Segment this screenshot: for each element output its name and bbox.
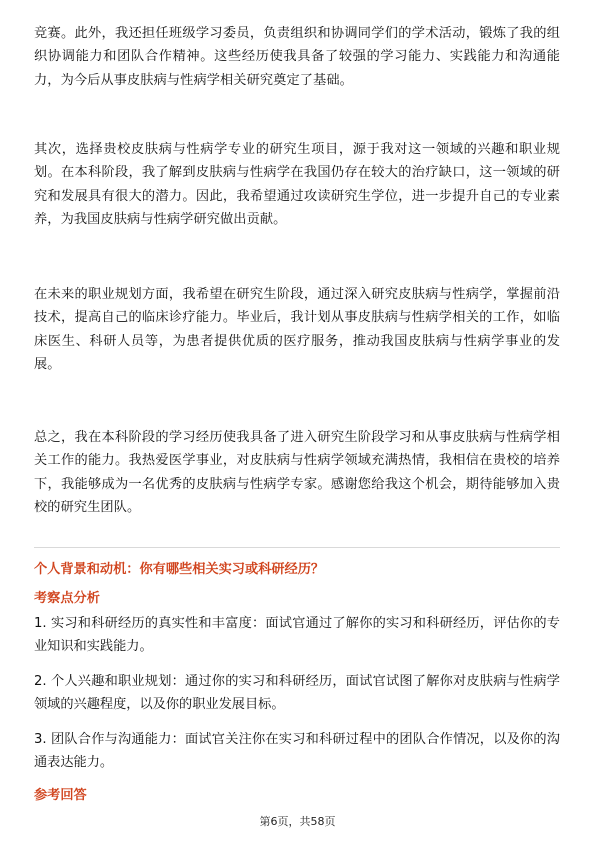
section-divider — [34, 547, 560, 548]
analysis-item-3: 3. 团队合作与沟通能力：面试官关注你在实习和科研过程中的团队合作情况，以及你的沟通表达能力。 — [34, 732, 560, 770]
answer-heading: 参考回答 — [34, 788, 87, 803]
analysis-item-1: 1. 实习和科研经历的真实性和丰富度：面试官通过了解你的实习和科研经历，评估你的专业知识和实践能力。 — [34, 616, 560, 654]
body-paragraph-1: 竞赛。此外，我还担任班级学习委员，负责组织和协调同学们的学术活动，锻炼了我的组织协调能力和团队合作精神。这些经历使我具备了较强的学习能力、实践能力和沟通能力，为今后从事皮肤病与性病学相关研究奠定了基础。 — [34, 26, 560, 88]
analysis-heading: 考察点分析 — [34, 591, 100, 606]
body-paragraph-2: 其次，选择贵校皮肤病与性病学专业的研究生项目，源于我对这一领域的兴趣和职业规划。在本科阶段，我了解到皮肤病与性病学在我国仍存在较大的治疗缺口，这一领域的研究和发展具有很大的潜力。因此，我希望通过攻读研究生学位，进一步提升自己的专业素养，为我国皮肤病与性病学研究做出贡献。 — [34, 142, 560, 228]
page-number-footer: 第6页，共58页 — [259, 815, 336, 828]
question-heading: 个人背景和动机：你有哪些相关实习或科研经历？ — [34, 562, 325, 577]
body-paragraph-4: 总之，我在本科阶段的学习经历使我具备了进入研究生阶段学习和从事皮肤病与性病学相关工作的能力。我热爱医学事业，对皮肤病与性病学领域充满热情，我相信在贵校的培养下，我能够成为一名优秀的皮肤病与性病学专家。感谢您给我这个机会，期待能够加入贵校的研究生团队。 — [34, 430, 560, 516]
body-paragraph-3: 在未来的职业规划方面，我希望在研究生阶段，通过深入研究皮肤病与性病学，掌握前沿技术，提高自己的临床诊疗能力。毕业后，我计划从事皮肤病与性病学相关的工作，如临床医生、科研人员等，为患者提供优质的医疗服务，推动我国皮肤病与性病学事业的发展。 — [34, 287, 560, 373]
analysis-item-2: 2. 个人兴趣和职业规划：通过你的实习和科研经历，面试官试图了解你对皮肤病与性病学领域的兴趣程度，以及你的职业发展目标。 — [34, 674, 560, 712]
